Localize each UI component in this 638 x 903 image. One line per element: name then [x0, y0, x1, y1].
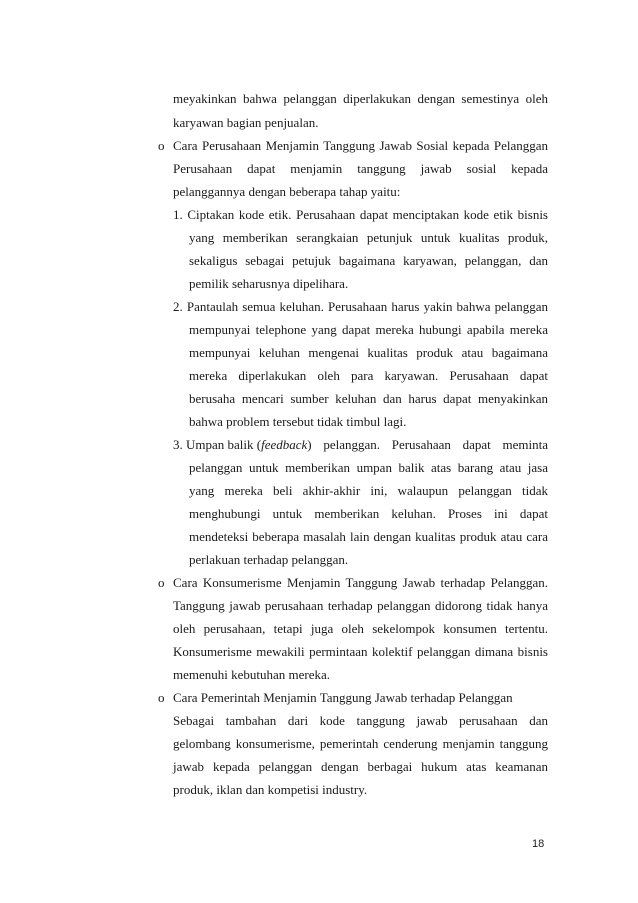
text-line: bahwa problem tersebut tidak timbul lagi.	[189, 414, 407, 429]
list-item-3	[173, 437, 548, 453]
text-line: pemilik seharusnya dipelihara.	[189, 276, 349, 291]
text-line: yang mereka beli akhir-akhir ini, walaupun pelanggan tidak	[189, 483, 548, 498]
text-line: pelanggannya dengan beberapa tahap yaitu:	[173, 184, 401, 199]
list-item-3-start	[173, 437, 307, 453]
text-fragment: 3. Umpan balik (	[173, 437, 262, 452]
text-line: Sebagai tambahan dari kode tanggung jawab perusahaan dan	[173, 713, 548, 728]
text-line: meyakinkan bahwa pelanggan diperlakukan dengan semestinya oleh	[173, 91, 548, 106]
text-line: memenuhi kebutuhan mereka.	[173, 667, 331, 682]
list-item-2: 2. Pantaulah semua keluhan. Perusahaan harus yakin bahwa pelanggan	[173, 299, 548, 314]
text-line: perlakuan terhadap pelanggan.	[189, 552, 349, 567]
text-line: mempunyai keluhan mengenai kualitas produk atau bagaimana	[189, 345, 548, 360]
text-line: Tanggung jawab perusahaan terhadap pelanggan didorong tidak hanya	[173, 598, 548, 613]
text-line: karyawan bagian penjualan.	[173, 115, 319, 130]
text-line: produk, iklan dan kompetisi industry.	[173, 782, 368, 797]
list-item-3-end: ) pelanggan. Perusahaan dapat meminta	[307, 437, 548, 452]
bullet-icon: o	[158, 690, 165, 705]
text-line: Konsumerisme mewakili permintaan kolektif pelanggan dimana bisnis	[173, 644, 548, 659]
section-heading: Cara Pemerintah Menjamin Tanggung Jawab terhadap Pelanggan	[173, 690, 513, 705]
text-line: mendeteksi beberapa masalah lain dengan kualitas produk atau cara	[189, 529, 548, 544]
text-line: Perusahaan dapat menjamin tanggung jawab sosial kepada	[173, 161, 548, 176]
bullet-icon: o	[158, 575, 165, 590]
text-line: mempunyai telephone yang dapat mereka hubungi apabila mereka	[189, 322, 548, 337]
text-line: jawab kepada pelanggan dengan berbagai hukum atas keamanan	[173, 759, 548, 774]
text-line: sekaligus sebagai petujuk bagaimana karyawan, pelanggan, dan	[189, 253, 548, 268]
section-heading: Cara Konsumerisme Menjamin Tanggung Jawab terhadap Pelanggan.	[173, 575, 548, 590]
text-line: oleh perusahaan, tetapi juga oleh sekelompok konsumen tertentu.	[173, 621, 548, 636]
italic-term: feedback	[261, 437, 308, 452]
list-item-1: 1. Ciptakan kode etik. Perusahaan dapat menciptakan kode etik bisnis	[173, 207, 548, 222]
page-number: 18	[532, 838, 545, 850]
text-line: gelombang konsumerisme, pemerintah cenderung menjamin tanggung	[173, 736, 548, 751]
text-line: pelanggan untuk memberikan umpan balik atas barang atau jasa	[189, 460, 548, 475]
text-line: berusaha mencari sumber keluhan dan harus dapat menyakinkan	[189, 391, 548, 406]
bullet-icon: o	[158, 138, 165, 153]
section-heading: Cara Perusahaan Menjamin Tanggung Jawab Sosial kepada Pelanggan	[173, 138, 548, 153]
text-line: mereka diperlakukan oleh para karyawan. Perusahaan dapat	[189, 368, 548, 383]
text-line: menghubungi untuk memberikan keluhan. Proses ini dapat	[189, 506, 548, 521]
text-line: yang memberikan serangkaian petunjuk untuk kualitas produk,	[189, 230, 548, 245]
